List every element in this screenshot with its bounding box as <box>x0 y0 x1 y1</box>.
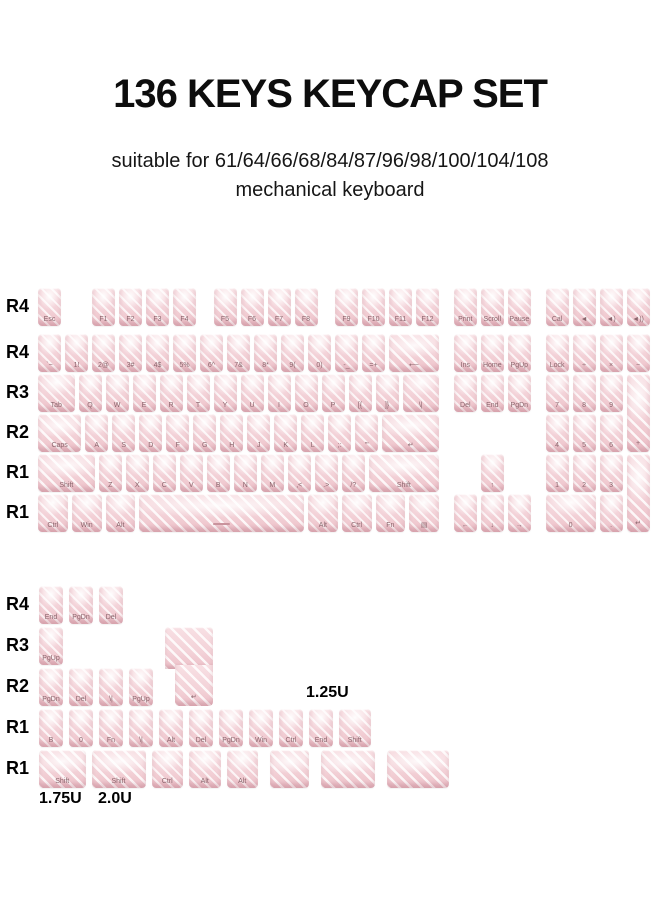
keycap-iso-enter: ↵ <box>165 627 213 706</box>
row-label: R4 <box>6 594 30 614</box>
keycap-ctrl: Ctrl <box>342 494 372 532</box>
header <box>0 72 660 205</box>
keycap-n: N <box>234 454 257 492</box>
keycap-symbol: \| <box>129 709 153 747</box>
keycap-symbol: × <box>600 334 623 372</box>
keycap-3: 3 <box>600 454 623 492</box>
size-label-1-25u: 1.25U <box>306 684 349 701</box>
keycap-4: 4 <box>546 414 569 452</box>
keycap-home: Home <box>481 334 504 372</box>
keycap-symbol: -_ <box>335 334 358 372</box>
keycap-cal: Cal <box>546 288 569 326</box>
row-label: R1 <box>6 502 30 522</box>
key-group <box>36 668 156 706</box>
row-label: R3 <box>6 635 30 655</box>
keycap-alt: Alt <box>227 750 259 788</box>
keycap-z: Z <box>99 454 122 492</box>
keycap-symbol: ↵ <box>627 454 650 532</box>
keycap-pgdn: PgDn <box>219 709 243 747</box>
keycap-scroll: Scroll <box>481 288 504 326</box>
keycap-p: P <box>322 374 345 412</box>
keycap-print: Print <box>454 288 477 326</box>
keycap-f11: F11 <box>389 288 412 326</box>
keycap-v: V <box>180 454 203 492</box>
keycap-symbol: − <box>627 334 650 372</box>
keycap-symbol: ]} <box>376 374 399 412</box>
keycap-7: 7& <box>227 334 250 372</box>
keycap-ins: Ins <box>454 334 477 372</box>
keycap-symbol: \| <box>99 668 123 706</box>
key-group <box>36 709 374 747</box>
keyboard-row <box>6 494 656 534</box>
keycap-f6: F6 <box>241 288 264 326</box>
keycap-symbol: [{ <box>349 374 372 412</box>
keycap-pause: Pause <box>508 288 531 326</box>
subtitle-line-1: suitable for 61/64/66/68/84/87/96/98/100/104/108 <box>111 150 549 172</box>
keycap-symbol: ◄ <box>573 288 596 326</box>
keycap-symbol: ◄)) <box>627 288 650 326</box>
keycap-symbol: ⟵ <box>389 334 439 372</box>
keycap-ctrl: Ctrl <box>38 494 68 532</box>
keycap-lock: Lock <box>546 334 569 372</box>
row-label: R1 <box>6 462 30 482</box>
keyboard-row <box>6 586 656 627</box>
keycap-5: 5 <box>573 414 596 452</box>
keycap-symbol: `~ <box>38 334 61 372</box>
spare-keys-layout <box>6 586 656 826</box>
size-label-2-0u: 2.0U <box>98 790 132 807</box>
keycap-symbol: /? <box>342 454 365 492</box>
keycap-a: A <box>85 414 108 452</box>
keycap-symbol: ↓ <box>481 494 504 532</box>
keycap-symbol: =+ <box>362 334 385 372</box>
keycap-symbol: ÷ <box>573 334 596 372</box>
keycap-ctrl: Ctrl <box>279 709 303 747</box>
keycap-blank <box>387 750 449 788</box>
keycap-j: J <box>247 414 270 452</box>
keycap-symbol: ← <box>454 494 477 532</box>
keycap-h: H <box>220 414 243 452</box>
page-title: 136 KEYS KEYCAP SET <box>113 72 547 116</box>
row-label: R4 <box>6 296 30 316</box>
keycap-0: 0) <box>308 334 331 372</box>
keycap-del: Del <box>69 668 93 706</box>
key-group <box>36 334 652 372</box>
key-group <box>36 494 625 532</box>
keycap-shift: Shift <box>92 750 146 788</box>
keycap-i: I <box>268 374 291 412</box>
keycap-6: 6^ <box>200 334 223 372</box>
keycap-symbol: ;: <box>328 414 351 452</box>
size-label-1-75u: 1.75U <box>39 790 82 807</box>
keycap-del: Del <box>454 374 477 412</box>
keycap-shift: Shift <box>38 454 95 492</box>
keycap-9: 9( <box>281 334 304 372</box>
keycap-f9: F9 <box>335 288 358 326</box>
keycap-symbol: ◄) <box>600 288 623 326</box>
keycap-symbol: + <box>627 374 650 452</box>
keycap-end: End <box>39 586 63 624</box>
keycap-pgup: PgUp <box>508 334 531 372</box>
keycap-alt: Alt <box>308 494 338 532</box>
keycap-7: 7 <box>546 374 569 412</box>
key-group <box>36 750 452 788</box>
keycap-g: G <box>193 414 216 452</box>
keycap-spacebar <box>139 494 304 532</box>
keycap-1: 1! <box>65 334 88 372</box>
key-group <box>36 288 652 326</box>
keycap-s: S <box>112 414 135 452</box>
keycap-x: X <box>126 454 149 492</box>
keyboard-row <box>6 334 656 374</box>
keycap-5: 5% <box>173 334 196 372</box>
keycap-symbol: ↵ <box>382 414 439 452</box>
keycap-l: L <box>301 414 324 452</box>
keycap-q: Q <box>79 374 102 412</box>
keycap-symbol: → <box>508 494 531 532</box>
keycap-w: W <box>106 374 129 412</box>
keycap-f10: F10 <box>362 288 385 326</box>
main-keyboard-layout <box>6 288 656 538</box>
keycap-symbol: '" <box>355 414 378 452</box>
keycap-0: 0 <box>69 709 93 747</box>
keycap-tab: Tab <box>38 374 75 412</box>
keycap-r: R <box>160 374 183 412</box>
key-group <box>36 414 625 452</box>
keycap-2: 2 <box>573 454 596 492</box>
keycap-esc: Esc <box>38 288 61 326</box>
keycap-c: C <box>153 454 176 492</box>
keycap-pgup: PgUp <box>39 627 63 665</box>
keycap-del: Del <box>189 709 213 747</box>
keycap-t: T <box>187 374 210 412</box>
row-label: R1 <box>6 717 30 737</box>
keycap-8: 8* <box>254 334 277 372</box>
keyboard-row <box>6 414 656 454</box>
keycap-pgdn: PgDn <box>39 668 63 706</box>
keycap-del: Del <box>99 586 123 624</box>
keycap-win: Win <box>72 494 102 532</box>
keycap-f12: F12 <box>416 288 439 326</box>
keycap-symbol: .> <box>315 454 338 492</box>
keycap-alt: Alt <box>189 750 221 788</box>
keycap-fn: Fn <box>99 709 123 747</box>
keyboard-row <box>6 750 656 791</box>
keycap-f4: F4 <box>173 288 196 326</box>
keycap-m: M <box>261 454 284 492</box>
row-label: R1 <box>6 758 30 778</box>
row-label: R4 <box>6 342 30 362</box>
keycap-0: 0 <box>546 494 596 532</box>
keycap-d: D <box>139 414 162 452</box>
keycap-6: 6 <box>600 414 623 452</box>
keycap-symbol: \| <box>403 374 440 412</box>
keycap-ctrl: Ctrl <box>152 750 184 788</box>
keycap-9: 9 <box>600 374 623 412</box>
keyboard-row <box>6 288 656 328</box>
keycap-4: 4$ <box>146 334 169 372</box>
row-label: R2 <box>6 422 30 442</box>
keyboard-row <box>6 709 656 750</box>
keycap-end: End <box>309 709 333 747</box>
keycap-f8: F8 <box>295 288 318 326</box>
keycap-2: 2@ <box>92 334 115 372</box>
keycap-f1: F1 <box>92 288 115 326</box>
keycap-b: B <box>207 454 230 492</box>
keycap-symbol: ,< <box>288 454 311 492</box>
keycap-shift: Shift <box>39 750 86 788</box>
keycap-fn: Fn <box>376 494 406 532</box>
keycap-f7: F7 <box>268 288 291 326</box>
keycap-pgdn: PgDn <box>69 586 93 624</box>
keycap-symbol: ▤ <box>409 494 439 532</box>
keycap-symbol: . <box>600 494 623 532</box>
keycap-3: 3# <box>119 334 142 372</box>
keycap-1: 1 <box>546 454 569 492</box>
keycap-alt: Alt <box>159 709 183 747</box>
keycap-symbol: ↑ <box>481 454 504 492</box>
keycap-caps: Caps <box>38 414 81 452</box>
keycap-k: K <box>274 414 297 452</box>
keycap-u: U <box>241 374 264 412</box>
row-label: R2 <box>6 676 30 696</box>
keycap-blank <box>270 750 309 788</box>
keycap-win: Win <box>249 709 273 747</box>
keycap-b: B <box>39 709 63 747</box>
subtitle <box>0 147 660 205</box>
keycap-o: O <box>295 374 318 412</box>
keycap-blank <box>321 750 375 788</box>
keycap-shift: Shift <box>339 709 371 747</box>
keycap-f3: F3 <box>146 288 169 326</box>
keycap-shift: Shift <box>369 454 439 492</box>
keycap-pgup: PgUp <box>129 668 153 706</box>
keycap-pgdn: PgDn <box>508 374 531 412</box>
subtitle-line-2: mechanical keyboard <box>235 179 425 201</box>
keycap-y: Y <box>214 374 237 412</box>
key-group <box>36 586 126 624</box>
keycap-f5: F5 <box>214 288 237 326</box>
keycap-alt: Alt <box>106 494 136 532</box>
keycap-e: E <box>133 374 156 412</box>
keycap-f2: F2 <box>119 288 142 326</box>
keycap-end: End <box>481 374 504 412</box>
keycap-f: F <box>166 414 189 452</box>
row-label: R3 <box>6 382 30 402</box>
keycap-8: 8 <box>573 374 596 412</box>
